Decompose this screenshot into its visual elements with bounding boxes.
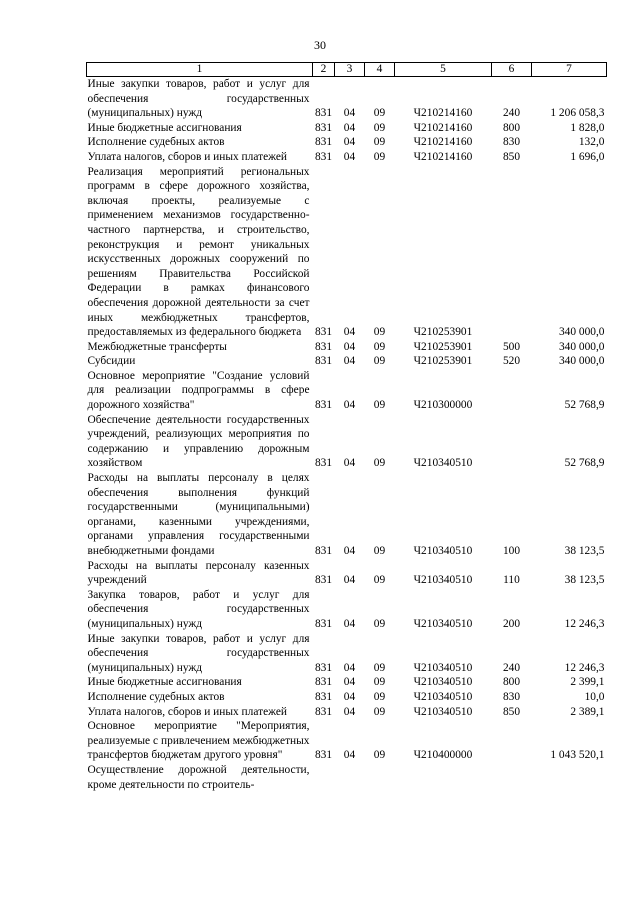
admin-code: 831 [314,340,333,353]
target-article-code: Ч210253901 [413,326,473,339]
subsection-code: 09 [373,690,386,703]
subsection-code: 09 [373,340,386,353]
row-name: Иные бюджетные ассигнования [87,676,242,689]
section-code: 04 [343,676,356,689]
row-name: Реализация мероприятий региональных программ в сфере дорожного хозяйства, включая проекты, реализуемые с применением механизмов государственно-частного партнерства, и строительство, реконструкция и ремонт уникальных искусственных дорожных сооружений по решениям Правительства Российской Федерации в рамках финансового обеспечения дорожной деятельности за счет иных межбюджетных трансфертов, предоставляемых из федерального бюджета [87,165,310,339]
subsection-code: 09 [373,574,386,587]
budget-table [86,62,607,792]
amount-value [532,763,607,792]
table-row [87,675,607,690]
expense-type-code [492,763,532,792]
target-article-code: Ч210300000 [413,399,473,412]
amount-value: 1 828,0 [570,121,605,134]
section-code: 04 [343,749,356,762]
expense-type-code: 110 [503,574,520,587]
expense-type-code [492,369,532,413]
row-name: Закупка товаров, работ и услуг для обеспечения государственных (муниципальных) нужд [87,588,310,630]
section-code: 04 [343,457,356,470]
expense-type-code: 800 [502,121,521,134]
target-article-code: Ч210214160 [413,136,473,149]
section-code: 04 [343,705,356,718]
target-article-code: Ч210214160 [413,121,473,134]
section-code: 04 [343,150,356,163]
admin-code: 831 [314,690,333,703]
amount-value: 2 389,1 [570,705,605,718]
admin-code: 831 [314,676,333,689]
row-name: Расходы на выплаты персоналу в целях обеспечения выполнения функций государственными (муниципальными) органами, казенными учреждениями, органами управления государственными внебюджетными фондами [87,472,310,557]
expense-type-code: 100 [502,545,521,557]
column-header: 7 [532,63,607,77]
target-article-code: Ч210340510 [413,457,473,470]
column-header: 4 [365,63,395,77]
table-row [87,413,607,471]
subsection-code: 09 [373,457,386,470]
subsection-code: 09 [373,617,386,630]
section-code: 04 [343,107,356,120]
admin-code: 831 [314,705,333,718]
table-row [87,165,607,340]
table-row [87,690,607,705]
table-row [87,77,607,121]
column-header: 1 [87,63,313,77]
subsection-code: 09 [373,136,386,149]
subsection-code: 09 [373,107,386,120]
target-article-code: Ч210253901 [413,355,473,368]
admin-code: 831 [314,121,333,134]
table-row [87,559,607,588]
table-row [87,135,607,150]
row-name: Исполнение судебных актов [87,690,225,703]
table-row [87,705,607,720]
target-article-code: Ч210340510 [413,705,473,718]
amount-value: 12 246,3 [564,617,605,630]
subsection-code: 09 [373,355,386,368]
expense-type-code: 520 [502,355,521,368]
column-header: 2 [313,63,335,77]
amount-value: 2 399,1 [570,676,605,689]
target-article-code: Ч210340510 [413,661,473,674]
amount-value: 132,0 [578,136,605,149]
expense-type-code: 850 [502,705,521,718]
admin-code: 831 [314,355,333,368]
subsection-code: 09 [373,676,386,689]
amount-value: 340 000,0 [558,355,605,368]
amount-value: 12 246,3 [564,661,605,674]
subsection-code: 09 [373,749,386,762]
section-code: 04 [343,661,356,674]
section-code: 04 [343,617,356,630]
row-name: Обеспечение деятельности государственных учреждений, реализующих мероприятия по содержанию и управлению дорожным хозяйством [87,413,310,470]
amount-value: 1 043 520,1 [550,749,605,762]
column-header: 3 [335,63,365,77]
table-row [87,719,607,763]
table-row [87,588,607,632]
table-row [87,150,607,165]
table-row [87,354,607,369]
amount-value: 1 696,0 [570,150,605,163]
expense-type-code: 240 [502,107,521,120]
row-name: Основное мероприятие "Создание условий для реализации подпрограммы в сфере дорожного хозяйства" [87,369,310,412]
row-name: Иные бюджетные ассигнования [87,121,242,134]
amount-value: 38 123,5 [564,545,605,557]
row-name: Исполнение судебных актов [87,136,225,149]
target-article-code: Ч210400000 [413,749,473,762]
table-row [87,763,607,792]
admin-code: 831 [314,545,333,557]
admin-code: 831 [314,457,333,470]
amount-value: 38 123,5 [564,574,605,587]
expense-type-code: 500 [502,340,521,353]
target-article-code: Ч210340510 [413,676,473,689]
table-row [87,121,607,136]
admin-code: 831 [314,107,333,120]
subsection-code: 09 [373,661,386,674]
row-name: Осуществление дорожной деятельности, кроме деятельности по строитель- [87,763,310,791]
subsection-code: 09 [373,399,386,412]
admin-code: 831 [314,661,333,674]
subsection-code [365,763,395,792]
target-article-code: Ч210214160 [413,150,473,163]
subsection-code: 09 [373,545,386,557]
section-code [335,763,365,792]
section-code: 04 [343,121,356,134]
admin-code: 831 [314,399,333,412]
expense-type-code: 800 [502,676,521,689]
admin-code: 831 [314,617,333,630]
target-article-code: Ч210214160 [413,107,473,120]
row-name: Межбюджетные трансферты [87,340,227,353]
amount-value: 10,0 [584,690,605,703]
target-article-code: Ч210253901 [413,340,473,353]
subsection-code: 09 [373,121,386,134]
subsection-code: 09 [373,705,386,718]
target-article-code: Ч210340510 [413,545,473,557]
row-name: Расходы на выплаты персоналу казенных учреждений [87,559,310,587]
admin-code: 831 [314,749,333,762]
table-row [87,340,607,355]
section-code: 04 [343,340,356,353]
expense-type-code: 850 [502,150,521,163]
expense-type-code [492,165,532,340]
section-code: 04 [343,545,356,557]
admin-code: 831 [314,136,333,149]
expense-type-code [492,719,532,763]
subsection-code: 09 [373,326,386,339]
row-name: Уплата налогов, сборов и иных платежей [87,150,287,163]
expense-type-code: 830 [502,136,521,149]
amount-value: 52 768,9 [564,457,605,470]
row-name: Основное мероприятие "Мероприятия, реализуемые с привлечением межбюджетных трансфертов бюджетам другого уровня" [87,720,310,762]
target-article-code: Ч210340510 [413,617,473,630]
amount-value: 1 206 058,3 [550,107,605,120]
table-row [87,471,607,559]
amount-value: 340 000,0 [558,340,605,353]
row-name: Субсидии [87,355,136,368]
column-number-header-row [87,63,607,77]
amount-value: 340 000,0 [558,326,605,339]
section-code: 04 [343,326,356,339]
page-number: 30 [314,38,326,52]
section-code: 04 [343,690,356,703]
section-code: 04 [343,136,356,149]
section-code: 04 [343,399,356,412]
column-header: 6 [492,63,532,77]
expense-type-code: 830 [502,690,521,703]
admin-code: 831 [314,150,333,163]
row-name: Иные закупки товаров, работ и услуг для обеспечения государственных (муниципальных) нужд [87,632,310,674]
amount-value: 52 768,9 [564,399,605,412]
table-row [87,369,607,413]
section-code: 04 [343,355,356,368]
target-article-code: Ч210340510 [413,574,473,587]
admin-code: 831 [314,326,333,339]
row-name: Уплата налогов, сборов и иных платежей [87,705,287,718]
target-article-code [395,763,492,792]
column-header: 5 [395,63,492,77]
expense-type-code: 200 [502,617,521,630]
subsection-code: 09 [373,150,386,163]
admin-code [313,763,335,792]
admin-code: 831 [314,574,333,587]
table-row [87,632,607,676]
target-article-code: Ч210340510 [413,690,473,703]
section-code: 04 [343,574,356,587]
expense-type-code [492,413,532,471]
row-name: Иные закупки товаров, работ и услуг для обеспечения государственных (муниципальных) нужд [87,78,310,120]
expense-type-code: 240 [502,661,521,674]
